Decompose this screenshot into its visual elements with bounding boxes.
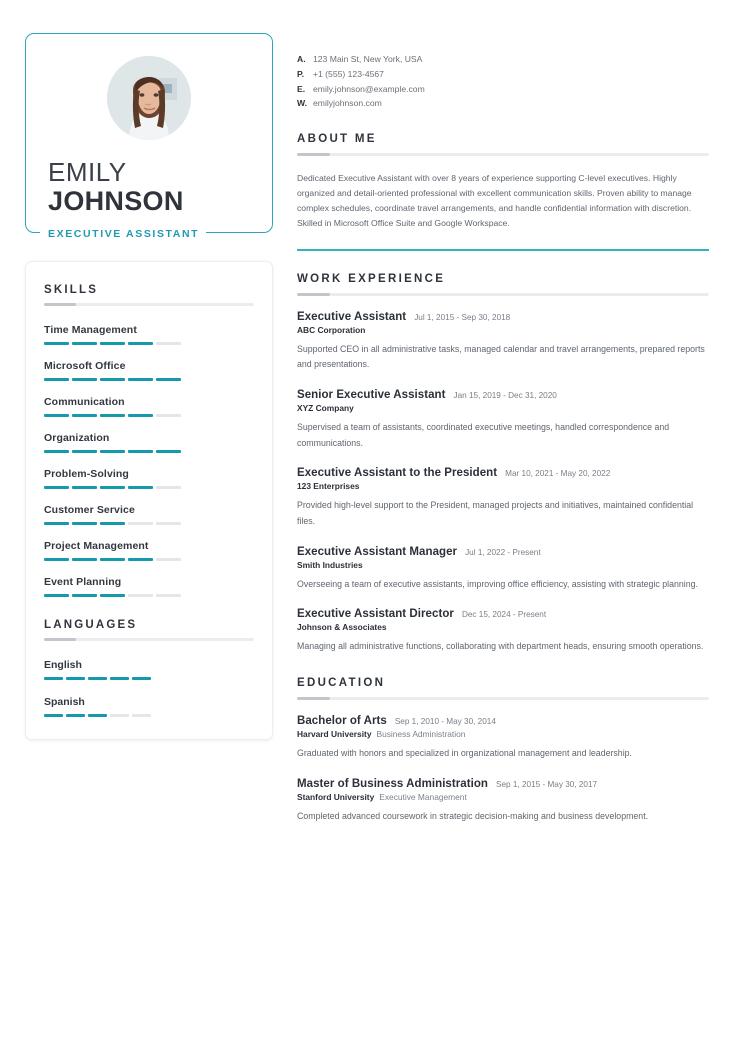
languages-heading: LANGUAGES (44, 619, 138, 631)
level-segment (72, 558, 97, 561)
level-segment (128, 522, 153, 525)
level-segment (100, 558, 125, 561)
level-segment (100, 342, 125, 345)
level-segment (72, 342, 97, 345)
work-entry-title: Executive Assistant (297, 310, 407, 323)
work-entry-header (297, 389, 709, 401)
work-entry-description: Overseeing a team of executive assistants, improving office efficiency, assisting with strategic planning. (297, 578, 698, 589)
level-bar (44, 414, 254, 417)
level-segment (44, 714, 63, 717)
about-heading: ABOUT ME (297, 133, 377, 146)
level-segment (72, 486, 97, 489)
contact-row (297, 82, 709, 97)
work-list (297, 311, 709, 655)
level-segment (66, 714, 85, 717)
work-entry-title: Executive Assistant Manager (297, 545, 458, 558)
skill-item (44, 360, 254, 381)
level-segment (100, 450, 125, 453)
level-segment (100, 522, 125, 525)
contact-row (297, 67, 709, 82)
language-name: Spanish (44, 696, 85, 708)
level-segment (128, 414, 153, 417)
education-field: Executive Management (379, 791, 467, 802)
level-segment (66, 677, 85, 680)
contact-list (297, 52, 709, 111)
work-entry-title: Executive Assistant Director (297, 608, 454, 621)
level-segment (128, 558, 153, 561)
level-segment (44, 378, 69, 381)
level-segment (128, 342, 153, 345)
work-entry (297, 608, 709, 655)
level-segment (72, 378, 97, 381)
profile-card (25, 33, 273, 240)
work-entry-org: Smith Industries (297, 559, 363, 570)
level-segment (156, 558, 181, 561)
level-bar (44, 342, 254, 345)
work-entry (297, 389, 709, 451)
level-segment (156, 450, 181, 453)
sidebar-card (25, 261, 273, 740)
contact-value[interactable]: 123 Main St, New York, USA (313, 54, 423, 64)
work-entry-org: XYZ Company (297, 402, 354, 413)
level-bar (44, 378, 254, 381)
education-field: Business Administration (376, 728, 466, 739)
job-title: EXECUTIVE ASSISTANT (40, 228, 206, 240)
avatar-photo-icon (107, 56, 191, 140)
work-entry-description: Managing all administrative functions, collaborating with department heads, ensuring smooth operations. (297, 641, 704, 652)
level-bar (44, 522, 254, 525)
left-column (25, 33, 273, 740)
level-segment (156, 486, 181, 489)
skill-name: Organization (44, 432, 110, 444)
skill-name: Time Management (44, 324, 137, 336)
work-entry-header (297, 311, 709, 323)
work-entry (297, 467, 709, 529)
work-entry-date: Jan 15, 2019 - Dec 31, 2020 (453, 390, 557, 400)
skill-item (44, 324, 254, 345)
job-title-rule (206, 234, 258, 235)
work-entry-date: Mar 10, 2021 - May 20, 2022 (505, 469, 611, 479)
languages-rule (44, 638, 254, 641)
education-entry (297, 778, 709, 825)
level-segment (100, 594, 125, 597)
contact-value[interactable]: emilyjohnson.com (313, 98, 382, 109)
education-school: Stanford University (297, 791, 375, 802)
skill-name: Event Planning (44, 576, 122, 588)
level-segment (44, 522, 69, 525)
education-entry-org (297, 729, 709, 739)
education-entry-org (297, 792, 709, 802)
work-entry-header (297, 608, 709, 620)
education-entry-title: Master of Business Administration (297, 777, 489, 790)
education-entry-header (297, 778, 709, 790)
level-segment (132, 714, 151, 717)
work-heading: WORK EXPERIENCE (297, 272, 446, 285)
work-entry-org: ABC Corporation (297, 324, 366, 335)
work-entry-description: Supervised a team of assistants, coordinated executive meetings, handled correspondence and communications. (297, 421, 670, 448)
education-entry-description: Completed advanced coursework in strategic decision-making and business development. (297, 810, 649, 821)
level-bar (44, 714, 254, 717)
skills-heading: SKILLS (44, 284, 99, 296)
work-entry-title: Executive Assistant to the President (297, 467, 498, 480)
section-divider (297, 249, 709, 250)
skill-item (44, 540, 254, 561)
work-entry-date: Jul 1, 2022 - Present (465, 547, 541, 557)
skill-item (44, 396, 254, 417)
work-entry (297, 546, 709, 593)
skill-item (44, 432, 254, 453)
level-segment (44, 594, 69, 597)
level-segment (100, 414, 125, 417)
work-entry-title: Senior Executive Assistant (297, 388, 446, 401)
languages-list (44, 659, 254, 717)
level-segment (128, 378, 153, 381)
level-segment (72, 522, 97, 525)
contact-label: E. (297, 83, 306, 94)
about-rule (297, 153, 709, 156)
contact-value[interactable]: emily.johnson@example.com (313, 83, 425, 94)
work-entry-date: Dec 15, 2024 - Present (461, 610, 547, 620)
work-entry-header (297, 546, 709, 558)
work-entry-date: Jul 1, 2015 - Sep 30, 2018 (414, 312, 511, 322)
about-text: Dedicated Executive Assistant with over 8 years of experience supporting C-level executives. Highly organized and detail-oriented professional with excellent communication skills. Proven ability to manage complex schedules, coordinate travel arrangements, and handle confidential information with discretion. Skilled in Microsoft Office Suite and Google Workspace. (297, 173, 692, 229)
level-segment (88, 714, 107, 717)
level-segment (110, 677, 129, 680)
education-rule (297, 697, 709, 700)
work-entry-description: Provided high-level support to the President, managed projects and initiatives, maintained confidential files. (297, 500, 694, 526)
contact-label: W. (297, 98, 308, 109)
skill-name: Project Management (44, 540, 149, 552)
skill-name: Communication (44, 396, 125, 408)
skill-name: Microsoft Office (44, 360, 126, 372)
level-segment (156, 594, 181, 597)
contact-row (297, 96, 709, 111)
contact-row (297, 52, 709, 67)
level-segment (44, 450, 69, 453)
language-item (44, 696, 254, 717)
level-bar (44, 558, 254, 561)
contact-value[interactable]: +1 (555) 123-4567 (313, 68, 384, 79)
education-list (297, 715, 709, 824)
level-segment (88, 677, 107, 680)
level-segment (44, 486, 69, 489)
level-segment (110, 714, 129, 717)
right-column (297, 52, 709, 824)
level-segment (72, 450, 97, 453)
contact-label: A. (297, 54, 306, 64)
spacer (297, 655, 709, 677)
work-entry-org: Johnson & Associates (297, 622, 387, 633)
skills-list (44, 324, 254, 597)
level-bar (44, 450, 254, 453)
job-title-wrap (26, 228, 272, 240)
avatar (107, 56, 191, 140)
level-segment (44, 677, 63, 680)
education-entry (297, 715, 709, 762)
skill-item (44, 504, 254, 525)
skill-item (44, 468, 254, 489)
work-rule (297, 293, 709, 296)
level-bar (44, 677, 254, 680)
education-entry-description: Graduated with honors and specialized in organizational management and leadership. (297, 747, 632, 758)
level-segment (100, 486, 125, 489)
level-segment (132, 677, 151, 680)
level-segment (156, 342, 181, 345)
level-bar (44, 486, 254, 489)
last-name: JOHNSON (48, 186, 184, 217)
skills-rule (44, 303, 254, 306)
level-segment (44, 558, 69, 561)
level-segment (72, 414, 97, 417)
skill-name: Customer Service (44, 504, 135, 516)
work-entry (297, 311, 709, 373)
education-school: Harvard University (297, 728, 372, 739)
language-item (44, 659, 254, 680)
first-name: EMILY (48, 157, 127, 187)
work-entry-description: Supported CEO in all administrative tasks, managed calendar and travel arrangements, prepared reports and presentations. (297, 343, 705, 370)
level-segment (156, 414, 181, 417)
level-bar (44, 594, 254, 597)
education-entry-date: Sep 1, 2010 - May 30, 2014 (394, 716, 496, 726)
language-name: English (44, 659, 82, 671)
education-entry-date: Sep 1, 2015 - May 30, 2017 (496, 779, 598, 789)
level-segment (44, 342, 69, 345)
skill-name: Problem-Solving (44, 468, 129, 480)
education-entry-title: Bachelor of Arts (297, 714, 387, 727)
contact-label: P. (297, 68, 305, 79)
level-segment (156, 378, 181, 381)
level-segment (128, 594, 153, 597)
name-block (26, 158, 272, 216)
level-segment (44, 414, 69, 417)
level-segment (128, 450, 153, 453)
level-segment (156, 522, 181, 525)
level-segment (72, 594, 97, 597)
work-entry-org: 123 Enterprises (297, 481, 360, 492)
level-segment (128, 486, 153, 489)
skill-item (44, 576, 254, 597)
education-entry-header (297, 715, 709, 727)
work-entry-header (297, 467, 709, 479)
education-heading: EDUCATION (297, 676, 386, 689)
level-segment (100, 378, 125, 381)
